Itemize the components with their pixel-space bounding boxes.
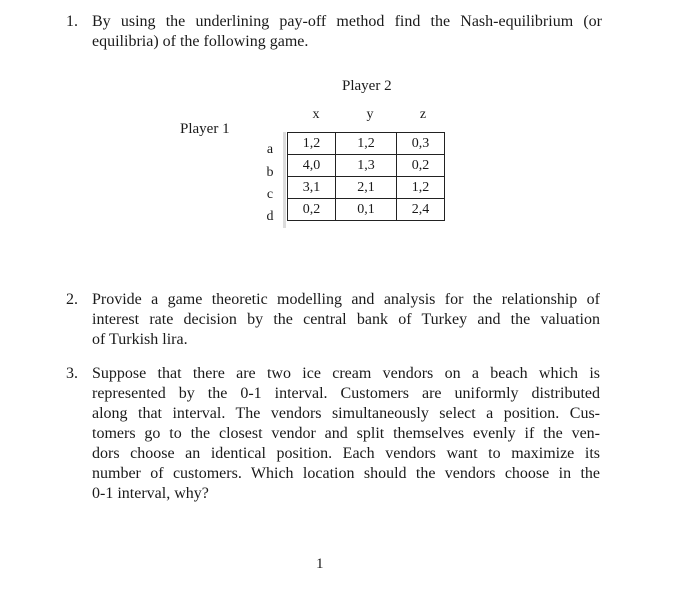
row-label-c: c xyxy=(266,187,274,202)
payoff-cell-a-y: 1,2 xyxy=(336,133,397,155)
question-2-line-3: of Turkish lira. xyxy=(92,331,188,348)
payoff-row-d xyxy=(288,199,445,221)
player-1-label: Player 1 xyxy=(180,121,230,137)
payoff-cell-b-y: 1,3 xyxy=(336,155,397,177)
question-1-number: 1. xyxy=(66,13,78,30)
payoff-row-c xyxy=(288,177,445,199)
payoff-matrix xyxy=(287,132,445,221)
question-3-line-2: represented by the 0-1 interval. Customers are uniformly distributed xyxy=(92,385,600,402)
question-3-line-7: 0-1 interval, why? xyxy=(92,485,209,502)
column-header-y: y xyxy=(366,107,374,122)
question-2 xyxy=(66,290,606,354)
question-3-line-4: tomers go to the closest vendor and split themselves evenly if the ven- xyxy=(92,425,600,442)
payoff-cell-b-x: 4,0 xyxy=(288,155,336,177)
payoff-cell-c-y: 2,1 xyxy=(336,177,397,199)
row-label-b: b xyxy=(266,165,274,180)
payoff-cell-d-y: 0,1 xyxy=(336,199,397,221)
question-3-line-1: Suppose that there are two ice cream vendors on a beach which is xyxy=(92,365,600,382)
payoff-cell-c-x: 3,1 xyxy=(288,177,336,199)
payoff-cell-a-x: 1,2 xyxy=(288,133,336,155)
question-1 xyxy=(66,12,606,56)
row-label-d: d xyxy=(266,209,274,224)
payoff-cell-c-z: 1,2 xyxy=(397,177,445,199)
payoff-row-b xyxy=(288,155,445,177)
question-3-line-6: number of customers. Which location should the vendors choose in the xyxy=(92,465,600,482)
question-1-line-1: By using the underlining pay-off method find the Nash-equilibrium (or xyxy=(92,13,602,30)
column-header-x: x xyxy=(312,107,320,122)
question-2-line-2: interest rate decision by the central bank of Turkey and the valuation xyxy=(92,311,600,328)
payoff-cell-d-z: 2,4 xyxy=(397,199,445,221)
question-3-text xyxy=(92,364,600,504)
payoff-row-a xyxy=(288,133,445,155)
question-3-line-3: along that interval. The vendors simultaneously select a position. Cus- xyxy=(92,405,600,422)
column-header-z: z xyxy=(419,107,427,122)
player-2-label: Player 2 xyxy=(342,78,392,94)
question-3-number: 3. xyxy=(66,365,78,382)
question-2-line-1: Provide a game theoretic modelling and analysis for the relationship of xyxy=(92,291,600,308)
payoff-cell-b-z: 0,2 xyxy=(397,155,445,177)
question-3-line-5: dors choose an identical position. Each vendors want to maximize its xyxy=(92,445,600,462)
question-2-text xyxy=(92,290,600,350)
question-1-line-2: equilibria) of the following game. xyxy=(92,33,309,50)
row-label-divider xyxy=(283,132,286,228)
row-label-a: a xyxy=(266,142,274,157)
question-3 xyxy=(66,364,606,514)
question-2-number: 2. xyxy=(66,291,78,308)
payoff-cell-d-x: 0,2 xyxy=(288,199,336,221)
payoff-cell-a-z: 0,3 xyxy=(397,133,445,155)
question-1-text xyxy=(92,12,602,52)
page-number: 1 xyxy=(316,556,324,572)
